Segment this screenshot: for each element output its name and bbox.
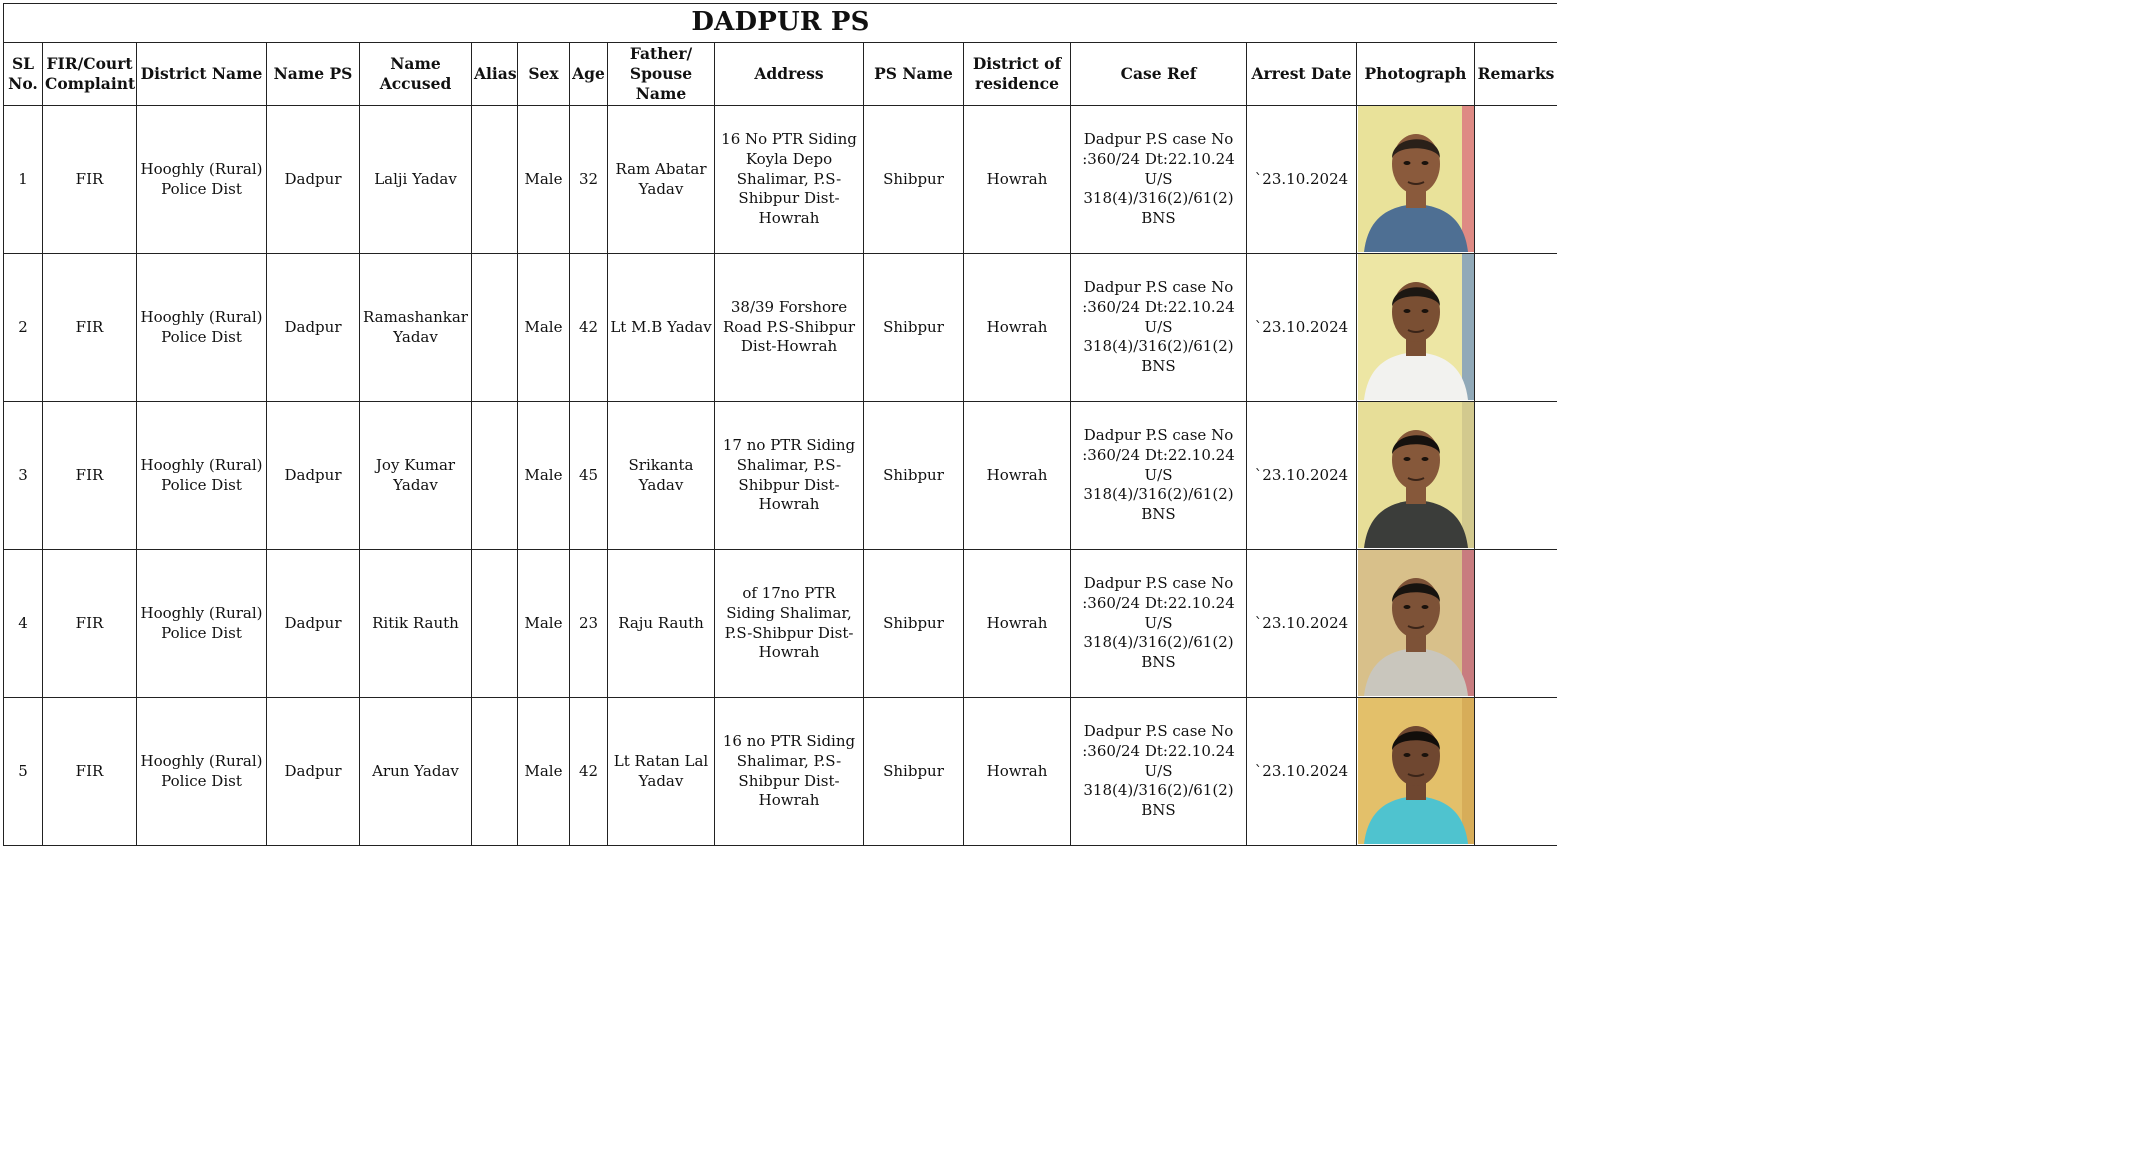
cell-remarks xyxy=(1475,550,1558,698)
cell-accused: Lalji Yadav xyxy=(360,106,472,254)
header-accused: Name Accused xyxy=(360,43,472,106)
cell-remarks xyxy=(1475,698,1558,846)
cell-address: of 17no PTR Siding Shalimar, P.S-Shibpur Dist-Howrah xyxy=(715,550,864,698)
header-age: Age xyxy=(570,43,608,106)
cell-name-ps: Dadpur xyxy=(267,106,360,254)
table-row xyxy=(4,550,1558,698)
cell-photo xyxy=(1357,254,1475,402)
header-row xyxy=(4,43,1558,106)
cell-fir: FIR xyxy=(43,550,137,698)
cell-case-ref: Dadpur P.S case No :360/24 Dt:22.10.24 U/S 318(4)/316(2)/61(2) BNS xyxy=(1071,402,1247,550)
cell-address: 17 no PTR Siding Shalimar, P.S-Shibpur Dist-Howrah xyxy=(715,402,864,550)
cell-case-ref: Dadpur P.S case No :360/24 Dt:22.10.24 U/S 318(4)/316(2)/61(2) BNS xyxy=(1071,550,1247,698)
cell-case-ref: Dadpur P.S case No :360/24 Dt:22.10.24 U/S 318(4)/316(2)/61(2) BNS xyxy=(1071,254,1247,402)
cell-district: Hooghly (Rural) Police Dist xyxy=(137,254,267,402)
header-sl: SL No. xyxy=(4,43,43,106)
cell-father: Lt Ratan Lal Yadav xyxy=(608,698,715,846)
cell-residence: Howrah xyxy=(964,254,1071,402)
cell-residence: Howrah xyxy=(964,698,1071,846)
cell-address: 16 no PTR Siding Shalimar, P.S-Shibpur Dist-Howrah xyxy=(715,698,864,846)
header-fir: FIR/Court Complaint xyxy=(43,43,137,106)
cell-ps-name: Shibpur xyxy=(864,402,964,550)
cell-fir: FIR xyxy=(43,254,137,402)
cell-father: Srikanta Yadav xyxy=(608,402,715,550)
header-father: Father/ Spouse Name xyxy=(608,43,715,106)
cell-age: 32 xyxy=(570,106,608,254)
cell-arrest-date: `23.10.2024 xyxy=(1247,254,1357,402)
cell-sl: 5 xyxy=(4,698,43,846)
cell-sex: Male xyxy=(518,402,570,550)
table-row xyxy=(4,254,1558,402)
cell-alias xyxy=(472,106,518,254)
cell-age: 42 xyxy=(570,254,608,402)
accused-photo xyxy=(1358,402,1474,548)
cell-address: 38/39 Forshore Road P.S-Shibpur Dist-Howrah xyxy=(715,254,864,402)
header-district: District Name xyxy=(137,43,267,106)
cell-case-ref: Dadpur P.S case No :360/24 Dt:22.10.24 U/S 318(4)/316(2)/61(2) BNS xyxy=(1071,698,1247,846)
cell-name-ps: Dadpur xyxy=(267,254,360,402)
cell-residence: Howrah xyxy=(964,550,1071,698)
cell-alias xyxy=(472,254,518,402)
cell-alias xyxy=(472,550,518,698)
cell-ps-name: Shibpur xyxy=(864,698,964,846)
cell-age: 23 xyxy=(570,550,608,698)
cell-district: Hooghly (Rural) Police Dist xyxy=(137,698,267,846)
cell-remarks xyxy=(1475,254,1558,402)
cell-ps-name: Shibpur xyxy=(864,106,964,254)
cell-sex: Male xyxy=(518,254,570,402)
cell-sex: Male xyxy=(518,698,570,846)
cell-name-ps: Dadpur xyxy=(267,402,360,550)
cell-ps-name: Shibpur xyxy=(864,254,964,402)
cell-arrest-date: `23.10.2024 xyxy=(1247,550,1357,698)
cell-fir: FIR xyxy=(43,402,137,550)
cell-sl: 1 xyxy=(4,106,43,254)
cell-accused: Arun Yadav xyxy=(360,698,472,846)
header-ps-name: PS Name xyxy=(864,43,964,106)
header-photo: Photograph xyxy=(1357,43,1475,106)
cell-father: Raju Rauth xyxy=(608,550,715,698)
accused-photo xyxy=(1358,106,1474,252)
header-sex: Sex xyxy=(518,43,570,106)
cell-fir: FIR xyxy=(43,106,137,254)
cell-district: Hooghly (Rural) Police Dist xyxy=(137,402,267,550)
table-row xyxy=(4,698,1558,846)
cell-photo xyxy=(1357,550,1475,698)
cell-name-ps: Dadpur xyxy=(267,550,360,698)
cell-age: 45 xyxy=(570,402,608,550)
cell-accused: Ramashankar Yadav xyxy=(360,254,472,402)
header-arrest-date: Arrest Date xyxy=(1247,43,1357,106)
header-remarks: Remarks xyxy=(1475,43,1558,106)
cell-arrest-date: `23.10.2024 xyxy=(1247,106,1357,254)
page-title: DADPUR PS xyxy=(4,4,1558,43)
cell-remarks xyxy=(1475,106,1558,254)
cell-alias xyxy=(472,402,518,550)
cell-case-ref: Dadpur P.S case No :360/24 Dt:22.10.24 U/S 318(4)/316(2)/61(2) BNS xyxy=(1071,106,1247,254)
accused-photo xyxy=(1358,698,1474,844)
header-address: Address xyxy=(715,43,864,106)
cell-fir: FIR xyxy=(43,698,137,846)
cell-district: Hooghly (Rural) Police Dist xyxy=(137,106,267,254)
table-row xyxy=(4,402,1558,550)
cell-sl: 3 xyxy=(4,402,43,550)
header-alias: Alias xyxy=(472,43,518,106)
cell-arrest-date: `23.10.2024 xyxy=(1247,402,1357,550)
cell-residence: Howrah xyxy=(964,402,1071,550)
cell-sl: 4 xyxy=(4,550,43,698)
accused-photo xyxy=(1358,550,1474,696)
header-case-ref: Case Ref xyxy=(1071,43,1247,106)
cell-sex: Male xyxy=(518,550,570,698)
cell-photo xyxy=(1357,402,1475,550)
cell-sex: Male xyxy=(518,106,570,254)
cell-district: Hooghly (Rural) Police Dist xyxy=(137,550,267,698)
cell-photo xyxy=(1357,106,1475,254)
accused-table xyxy=(3,3,1557,846)
cell-father: Ram Abatar Yadav xyxy=(608,106,715,254)
cell-alias xyxy=(472,698,518,846)
cell-accused: Ritik Rauth xyxy=(360,550,472,698)
header-name-ps: Name PS xyxy=(267,43,360,106)
cell-father: Lt M.B Yadav xyxy=(608,254,715,402)
accused-photo xyxy=(1358,254,1474,400)
cell-sl: 2 xyxy=(4,254,43,402)
cell-residence: Howrah xyxy=(964,106,1071,254)
cell-age: 42 xyxy=(570,698,608,846)
header-residence: District of residence xyxy=(964,43,1071,106)
cell-photo xyxy=(1357,698,1475,846)
cell-accused: Joy Kumar Yadav xyxy=(360,402,472,550)
cell-address: 16 No PTR Siding Koyla Depo Shalimar, P.S-Shibpur Dist-Howrah xyxy=(715,106,864,254)
cell-ps-name: Shibpur xyxy=(864,550,964,698)
cell-arrest-date: `23.10.2024 xyxy=(1247,698,1357,846)
cell-name-ps: Dadpur xyxy=(267,698,360,846)
table-row xyxy=(4,106,1558,254)
title-row xyxy=(4,4,1558,43)
cell-remarks xyxy=(1475,402,1558,550)
